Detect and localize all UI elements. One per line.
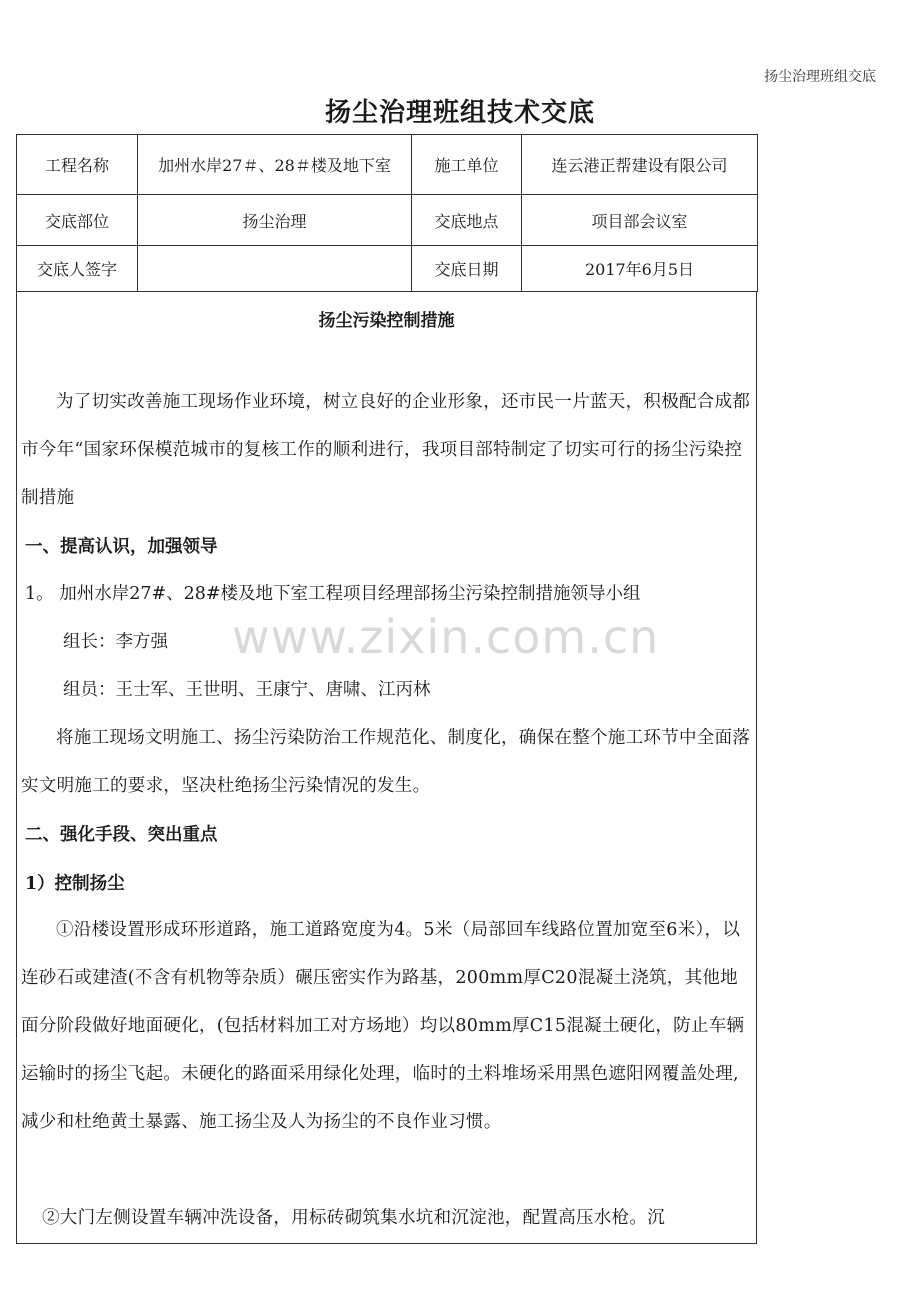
contractor-value: 连云港正帮建设有限公司: [522, 135, 758, 195]
item-one: 1。 加州水岸27#、28#楼及地下室工程项目经理部扬尘污染控制措施领导小组: [25, 584, 641, 604]
date-label: 交底日期: [412, 246, 522, 292]
heading-two: 二、强化手段、突出重点: [25, 825, 218, 845]
paragraph-three: ①沿楼设置形成环形道路，施工道路宽度为4。5米（局部回车线路位置加宽至6米），以连砂石或建渣(不含有机物等杂质）碾压密实作为路基，200mm厚C20混凝土浇筑，其他地面分阶段做好地面硬化，(包括材料加工对方场地）均以80mm厚C15混凝土硬化，防止车辆运输时的扬尘飞起。未硬化的路面采用绿化处理，临时的土料堆场采用黑色遮阳网覆盖处理,减少和杜绝黄土暴露、施工扬尘及人为扬尘的不良作业习惯。: [21, 920, 745, 1132]
location-label: 交底地点: [412, 195, 522, 246]
table-row: [17, 246, 758, 292]
info-table: [16, 134, 758, 292]
table-row: [17, 135, 758, 195]
content-box: [16, 292, 757, 1244]
section-title: 扬尘污染控制措施: [318, 311, 455, 331]
signer-label: 交底人签字: [17, 246, 138, 292]
project-name-value: 加州水岸27＃、28＃楼及地下室: [138, 135, 412, 195]
project-name-label: 工程名称: [17, 135, 138, 195]
part-value: 扬尘治理: [138, 195, 412, 246]
paragraph-two: 将施工现场文明施工、扬尘污染防治工作规范化、制度化，确保在整个施工环节中全面落实文明施工的要求，坚决杜绝扬尘污染情况的发生。: [21, 728, 751, 796]
table-row: [17, 195, 758, 246]
contractor-label: 施工单位: [412, 135, 522, 195]
running-header: 扬尘治理班组交底: [764, 69, 876, 85]
paragraph-four: ②大门左侧设置车辆冲洗设备，用标砖砌筑集水坑和沉淀池，配置高压水枪。沉: [42, 1208, 665, 1228]
document-title: 扬尘治理班组技术交底: [324, 98, 595, 128]
heading-one: 一、提高认识，加强领导: [25, 537, 218, 557]
watermark: www.zixin.com.cn: [232, 610, 660, 664]
members-line: 组员：王士军、王世明、王康宁、唐啸、江丙林: [63, 680, 431, 700]
part-label: 交底部位: [17, 195, 138, 246]
intro-paragraph: 为了切实改善施工现场作业环境，树立良好的企业形象，还市民一片蓝天，积极配合成都市今年“国家环保模范城市的复核工作的顺利进行，我项目部特制定了切实可行的扬尘污染控制措施: [21, 392, 751, 508]
signer-value: [138, 246, 412, 292]
date-value: 2017年6月5日: [522, 246, 758, 292]
leader-line: 组长：李方强: [63, 632, 168, 652]
location-value: 项目部会议室: [522, 195, 758, 246]
subheading-dust: 1）控制扬尘: [25, 874, 125, 894]
